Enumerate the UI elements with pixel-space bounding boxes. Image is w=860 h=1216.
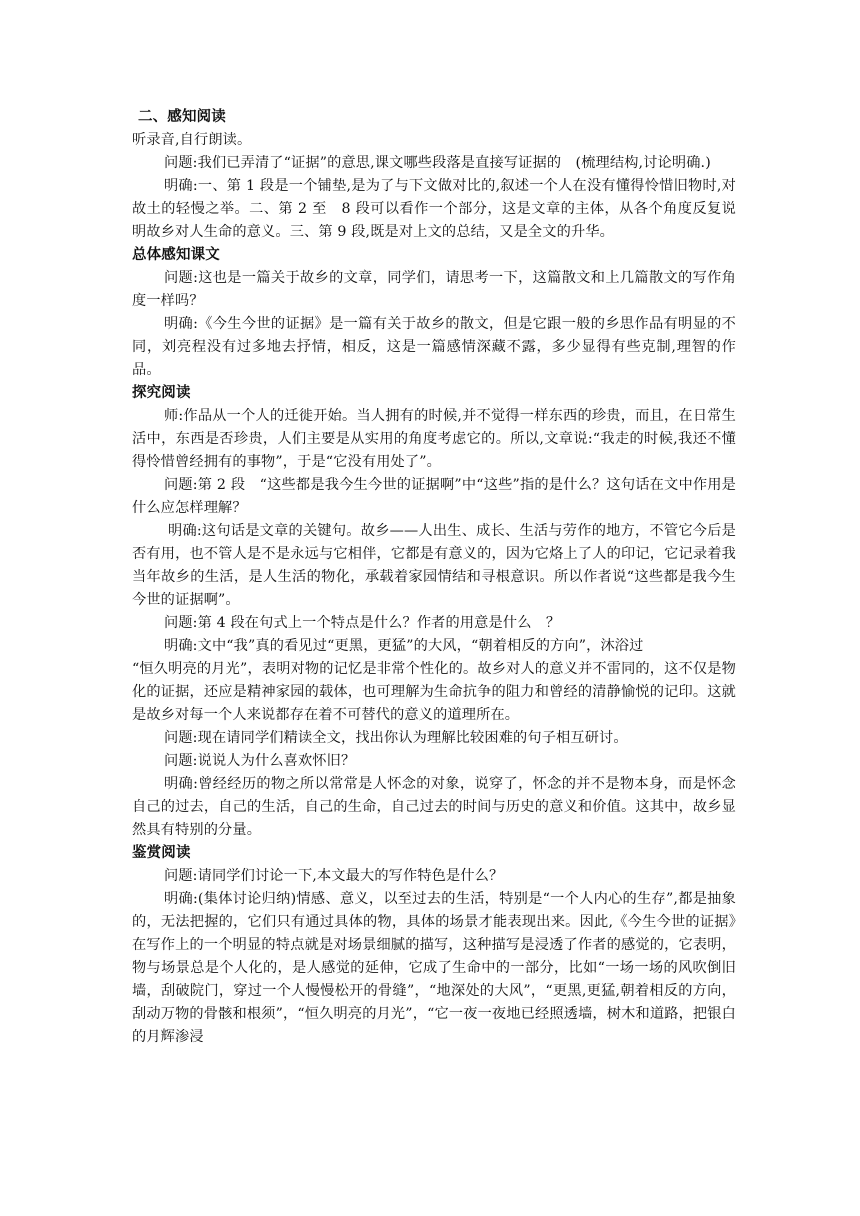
answer-paragraph: 明确:文中“我”真的看见过“更黑，更猛”的大风，“朝着相反的方向”，沐浴过 xyxy=(164,638,644,654)
question-paragraph: 问题:现在请同学们精读全文，找出你认为理解比较困难的句子相互研讨。 xyxy=(164,730,628,746)
answer-paragraph: 明确:(集体讨论归纳)情感、意义，以至过去的生活，特别是“一个人内心的生存”,都是抽象的，无法把握的，它们只有通过具体的物，具体的场景才能表现出来。因此,《今生今世的证据》在写作上的一个明显的特点就是对场景细腻的描写，这种描写是浸透了作者的感觉的，它表明，物与场景总是个人化的，是人感觉的延伸，它成了生命中的一部分，比如“一场一场的风吹倒旧墙，刮破院门，穿过一个人慢慢松开的骨缝”，“地深处的大风”，“更黑,更猛,朝着相反的方向，刮动万物的骨骸和根须”，“恒久明亮的月光”，“它一夜一夜地已经照透墙，树木和道路，把银白的月辉渗浸 xyxy=(132,891,736,1045)
answer-paragraph: 明确:曾经经历的物之所以常常是人怀念的对象，说穿了，怀念的并不是物本身，而是怀念自己的过去，自己的生活，自己的生命，自己过去的时间与历史的意义和价值。这其中，故乡显然具有特别的分量。 xyxy=(132,776,736,838)
answer-paragraph: 明确:一、第 1 段是一个铺垫,是为了与下文做对比的,叙述一个人在没有懂得怜惜旧物时,对故土的轻慢之举。二、第 2 至 8 段可以看作一个部分，这是文章的主体，从各个角度反复说明故乡对人生命的意义。三、第 9 段,既是对上文的总结，又是全文的升华。 xyxy=(132,178,736,240)
answer-paragraph: 明确:《今生今世的证据》是一篇有关于故乡的散文，但是它跟一般的乡思作品有明显的不同，刘亮程没有过多地去抒情，相反，这是一篇感情深藏不露，多少显得有些克制,理智的作品。 xyxy=(132,316,736,378)
section-heading-overall: 总体感知课文 xyxy=(132,247,220,263)
section-heading-appreciation: 鉴赏阅读 xyxy=(132,845,191,861)
question-paragraph: 问题:说说人为什么喜欢怀旧？ xyxy=(164,753,356,769)
question-paragraph: 问题:我们已弄清了“证据”的意思,课文哪些段落是直接写证据的 (梳理结构,讨论明确.) xyxy=(164,155,711,171)
question-paragraph: 问题:请同学们讨论一下,本文最大的写作特色是什么？ xyxy=(164,868,504,884)
question-paragraph: 问题:第 4 段在句式上一个特点是什么？作者的用意是什么 ？ xyxy=(164,615,561,631)
answer-paragraph: 明确:这句话是文章的关键句。故乡——人出生、成长、生活与劳作的地方，不管它今后是否有用，也不管人是不是永远与它相伴，它都是有意义的，因为它烙上了人的印记，它记录着我当年故乡的生活，是人生活的物化，承载着家园情结和寻根意识。所以作者说“这些都是我今生今世的证据啊”。 xyxy=(132,523,736,608)
teacher-paragraph: 师:作品从一个人的迁徙开始。当人拥有的时候,并不觉得一样东西的珍贵，而且，在日常生活中，东西是否珍贵，人们主要是从实用的角度考虑它的。所以,文章说:“我走的时候,我还不懂得怜惜曾经拥有的事物”，于是“它没有用处了”。 xyxy=(132,408,736,470)
answer-continuation: “恒久明亮的月光”，表明对物的记忆是非常个性化的。故乡对人的意义并不雷同的，这不仅是物化的证据，还应是精神家园的载体，也可理解为生命抗争的阻力和曾经的清静愉悦的记印。这就是故乡对每一个人来说都存在着不可替代的意义的道理所在。 xyxy=(132,661,736,723)
document-body xyxy=(132,106,736,1049)
paragraph: 听录音,自行朗读。 xyxy=(132,132,252,148)
question-paragraph: 问题:第 2 段 “这些都是我今生今世的证据啊”中“这些”指的是什么？这句话在文中作用是什么应怎样理解？ xyxy=(132,477,736,516)
section-heading-inquiry: 探究阅读 xyxy=(132,385,191,401)
question-paragraph: 问题:这也是一篇关于故乡的文章，同学们，请思考一下，这篇散文和上几篇散文的写作角度一样吗？ xyxy=(132,270,736,309)
section-heading-perception: 二、感知阅读 xyxy=(138,109,226,125)
